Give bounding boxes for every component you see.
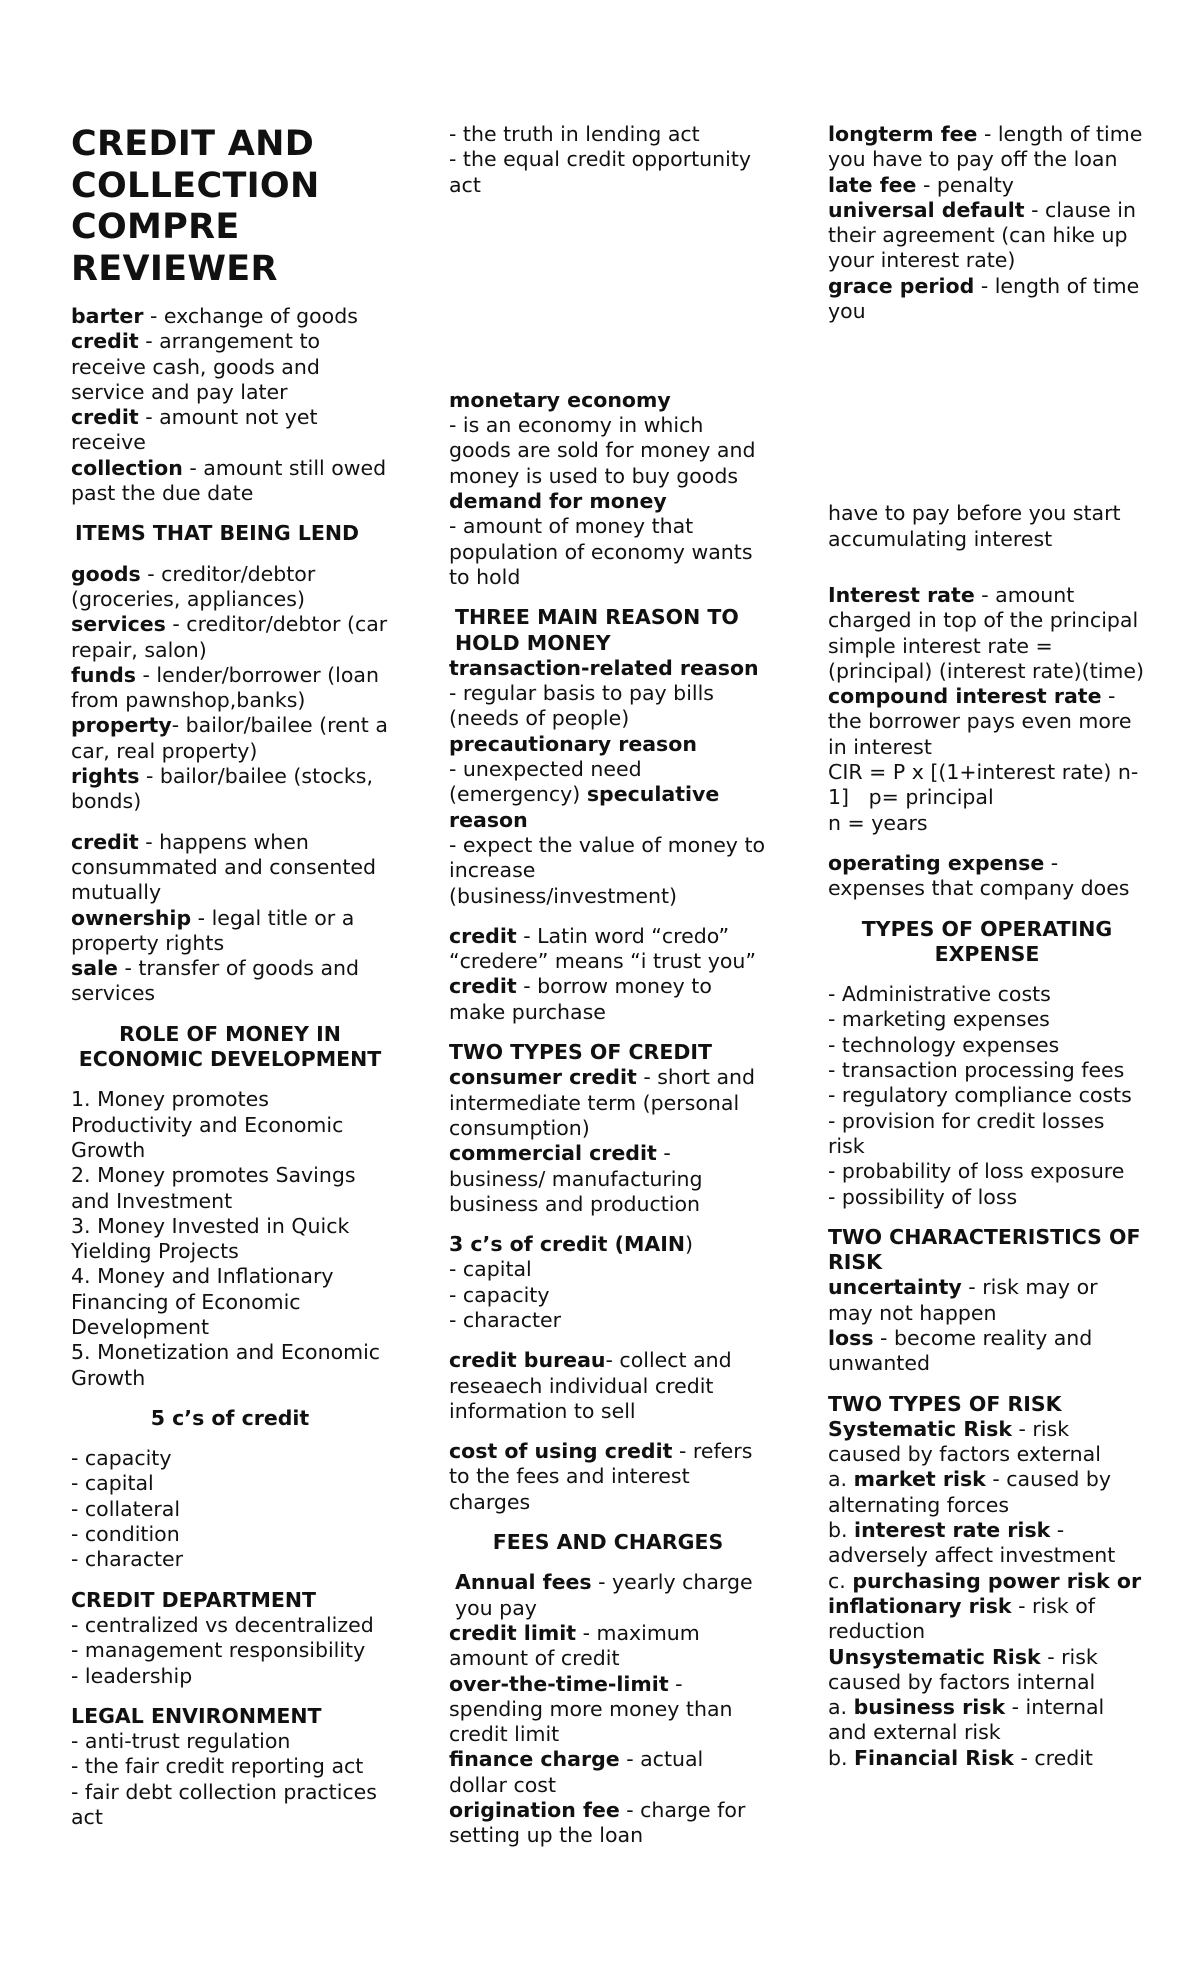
definition: credit - Latin word “credo” “credere” means “i trust you” credit - borrow money to make purchase: [449, 923, 756, 1024]
definition: commercial credit - business/ manufacturing business and production: [449, 1141, 703, 1216]
section-heading: 5 c’s of credit: [150, 1405, 310, 1430]
definition: origination fee - charge for setting up the loan: [449, 1798, 746, 1848]
list-item: - regulatory compliance costs: [828, 1083, 1132, 1108]
definition: loss - become reality and unwanted: [828, 1325, 1093, 1376]
definition: finance charge - actual dollar cost: [449, 1747, 704, 1797]
definition: property- bailor/bailee (rent a car, real property): [71, 713, 388, 763]
definition-text: - amount of money that population of economy wants to hold: [449, 514, 753, 589]
definition: compound interest rate - the borrower pays even more in interest: [828, 684, 1132, 759]
definition: funds - lender/borrower (loan from pawnshop,banks): [71, 662, 379, 713]
definition: a. market risk - caused by alternating forces: [828, 1467, 1112, 1517]
list-item: - capital: [449, 1257, 532, 1282]
term-heading: precautionary reason: [449, 731, 697, 756]
definition: b. Financial Risk - credit: [828, 1745, 1093, 1770]
section-heading: TWO CHARACTERISTICS OF RISK: [828, 1224, 1141, 1275]
definition: grace period - length of time you: [828, 273, 1140, 324]
list-item: - the fair credit reporting act: [71, 1754, 364, 1779]
list-item: - possibility of loss: [828, 1184, 1018, 1209]
list-item: - Administrative costs: [828, 982, 1051, 1007]
definition-text: - regular basis to pay bills (needs of people): [449, 681, 714, 731]
list-item: 5. Monetization and Economic Growth: [71, 1340, 381, 1390]
document-title: CREDIT AND COLLECTION COMPRE REVIEWER: [71, 124, 320, 289]
definition: goods - creditor/debtor (groceries, appliances): [71, 561, 316, 611]
definition: a. business risk - internal and external risk: [828, 1695, 1105, 1745]
section-heading: TYPES OF OPERATING EXPENSE: [861, 916, 1113, 966]
definition: c. purchasing power risk or inflationary risk - risk of reduction: [828, 1568, 1142, 1644]
definition-text: have to pay before you start accumulating interest: [828, 501, 1121, 551]
column-2: [449, 122, 767, 1849]
list-item: - fair debt collection practices act: [71, 1779, 377, 1830]
list-item: 2. Money promotes Savings and Investment: [71, 1163, 356, 1213]
definition: credit limit - maximum amount of credit: [449, 1620, 700, 1671]
formula: n = years: [828, 810, 928, 835]
definition: consumer credit - short and intermediate term (personal consumption): [449, 1065, 756, 1140]
section-heading: FEES AND CHARGES: [492, 1530, 724, 1555]
section-heading: THREE MAIN REASON TO HOLD MONEY: [455, 605, 739, 655]
section-heading: 3 c’s of credit (MAIN): [449, 1232, 694, 1257]
list-item: 1. Money promotes Productivity and Economic Growth: [71, 1087, 344, 1162]
list-item: - collateral: [71, 1496, 181, 1521]
definition: credit bureau- collect and reseaech individual credit information to sell: [449, 1348, 732, 1423]
definition: operating expense - expenses that company does: [828, 850, 1130, 901]
definition: uncertainty - risk may or may not happen: [828, 1275, 1098, 1325]
term-heading: demand for money: [449, 489, 667, 514]
definition: ownership - legal title or a property rights: [71, 905, 355, 955]
list-item: - capacity: [449, 1282, 550, 1307]
term-heading: monetary economy: [449, 387, 671, 412]
section-heading: TWO TYPES OF CREDIT: [449, 1040, 712, 1065]
definition: credit - arrangement to receive cash, goods and service and pay later: [71, 329, 321, 404]
definition: credit - happens when consummated and consented mutually: [71, 829, 376, 905]
list-item: - anti-trust regulation: [71, 1729, 291, 1754]
list-item: - centralized vs decentralized: [71, 1612, 374, 1637]
definition: longterm fee - length of time you have to pay off the loan: [828, 122, 1143, 172]
definition: collection - amount still owed past the due date: [71, 455, 387, 506]
definition-text: - unexpected need (emergency) speculative reason: [449, 757, 720, 832]
section-heading: LEGAL ENVIRONMENT: [71, 1703, 322, 1728]
list-item: - management responsibility: [71, 1638, 366, 1663]
column-3: [828, 122, 1146, 1771]
column-1: [71, 122, 389, 1830]
section-heading: ROLE OF MONEY IN ECONOMIC DEVELOPMENT: [78, 1021, 382, 1072]
definition: Annual fees - yearly charge you pay: [455, 1570, 753, 1620]
definition: over-the-time-limit - spending more money than credit limit: [449, 1671, 733, 1747]
list-item: 3. Money Invested in Quick Yielding Projects: [71, 1213, 350, 1264]
section-heading: TWO TYPES OF RISK: [828, 1391, 1062, 1416]
formula: CIR = P x [(1+interest rate) n-1] p= principal: [828, 760, 1139, 810]
list-item: 4. Money and Inflationary Financing of Economic Development: [71, 1264, 334, 1339]
list-item: - technology expenses: [828, 1032, 1060, 1057]
formula: simple interest rate = (principal) (interest rate)(time): [828, 633, 1144, 683]
list-item: - transaction processing fees: [828, 1058, 1125, 1083]
list-item: - the truth in lending act: [449, 122, 700, 146]
definition: universal default - clause in their agreement (can hike up your interest rate): [828, 197, 1136, 273]
list-item: - capacity: [71, 1446, 172, 1471]
list-item: - marketing expenses: [828, 1007, 1050, 1032]
definition-text: - expect the value of money to increase (business/investment): [449, 832, 766, 908]
definition: barter - exchange of goods: [71, 304, 358, 328]
list-item: - leadership: [71, 1663, 193, 1688]
list-item: - character: [449, 1307, 562, 1332]
section-heading: CREDIT DEPARTMENT: [71, 1587, 317, 1612]
definition: late fee - penalty: [828, 172, 1014, 197]
term-heading: transaction-related reason: [449, 655, 759, 680]
definition: services - creditor/debtor (car repair, salon): [71, 612, 388, 662]
definition: b. interest rate risk - adversely affect investment: [828, 1518, 1116, 1568]
definition: sale - transfer of goods and services: [71, 956, 360, 1006]
definition: credit - amount not yet receive: [71, 405, 318, 455]
list-item: - character: [71, 1547, 184, 1572]
definition-text: - is an economy in which goods are sold for money and money is used to buy goods: [449, 413, 756, 488]
list-item: - probability of loss exposure: [828, 1159, 1125, 1184]
definition: Systematic Risk - risk caused by factors external: [828, 1416, 1101, 1467]
list-item: - provision for credit losses risk: [828, 1108, 1105, 1158]
definition: cost of using credit - refers to the fees and interest charges: [449, 1439, 753, 1514]
definition: Unsystematic Risk - risk caused by factors internal: [828, 1644, 1098, 1694]
list-item: - capital: [71, 1471, 154, 1496]
section-heading: ITEMS THAT BEING LEND: [75, 521, 360, 546]
definition: rights - bailor/bailee (stocks, bonds): [71, 764, 373, 814]
list-item: - condition: [71, 1522, 180, 1547]
list-item: - the equal credit opportunity act: [449, 147, 752, 197]
definition: Interest rate - amount charged in top of the principal: [828, 582, 1139, 633]
